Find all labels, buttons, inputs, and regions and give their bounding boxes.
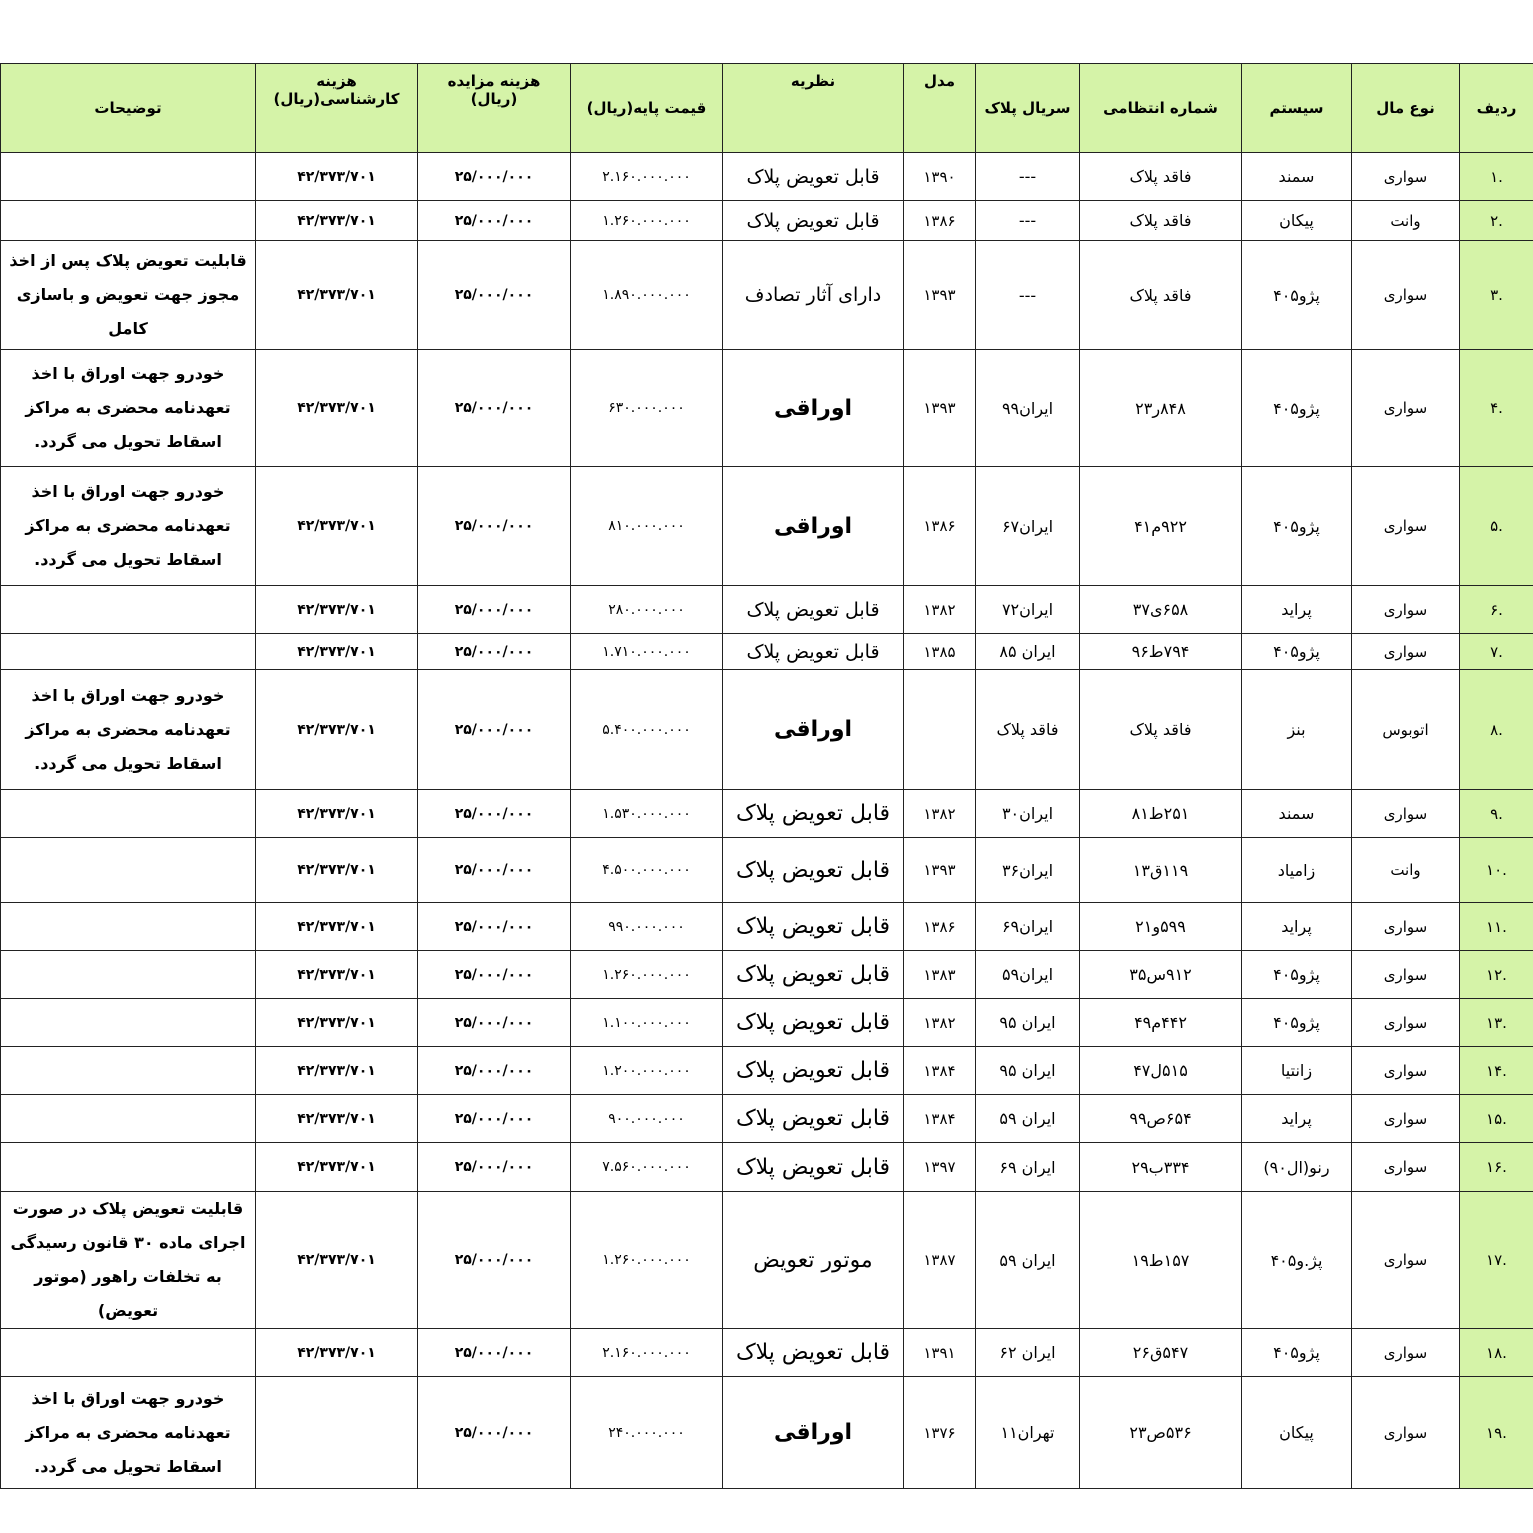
row-number-cell: .۳ — [1460, 241, 1533, 350]
plate-number-cell: ۲۵۱ط۸۱ — [1080, 790, 1242, 838]
notes-cell — [1, 1047, 256, 1095]
base-price-cell: ۱.۵۳۰.۰۰۰.۰۰۰ — [571, 790, 723, 838]
auction-fee-cell: ۲۵/۰۰۰/۰۰۰ — [418, 241, 571, 350]
row-number-cell: .۹ — [1460, 790, 1533, 838]
model-year-cell: ۱۳۹۳ — [904, 838, 976, 903]
notes-cell — [1, 1329, 256, 1377]
plate-serial-cell: ایران ۶۹ — [976, 1143, 1080, 1192]
item-type-cell: اتوبوس — [1352, 670, 1460, 790]
plate-serial-cell: فاقد پلاک — [976, 670, 1080, 790]
item-type-cell: سواری — [1352, 586, 1460, 634]
table-row — [1, 153, 1533, 201]
expert-fee-cell: ۴۲/۳۷۳/۷۰۱ — [256, 241, 418, 350]
auction-fee-cell: ۲۵/۰۰۰/۰۰۰ — [418, 790, 571, 838]
model-year-cell: ۱۳۸۵ — [904, 634, 976, 670]
system-cell: سمند — [1242, 153, 1352, 201]
condition-cell: قابل تعویض پلاک — [723, 586, 904, 634]
condition-cell: قابل تعویض پلاک — [723, 838, 904, 903]
base-price-cell: ۵.۴۰۰.۰۰۰.۰۰۰ — [571, 670, 723, 790]
plate-serial-cell: ایران ۵۹ — [976, 1192, 1080, 1329]
plate-serial-cell: ایران۵۹ — [976, 951, 1080, 999]
notes-cell: خودرو جهت اوراق با اخذ تعهدنامه محضری به مراکز اسقاط تحویل می گردد. — [1, 467, 256, 586]
auction-fee-cell: ۲۵/۰۰۰/۰۰۰ — [418, 467, 571, 586]
item-type-cell: وانت — [1352, 201, 1460, 241]
vehicle-auction-table — [0, 63, 1533, 1489]
model-year-cell: ۱۳۹۳ — [904, 241, 976, 350]
table-row — [1, 790, 1533, 838]
base-price-cell: ۴.۵۰۰.۰۰۰.۰۰۰ — [571, 838, 723, 903]
system-cell: رنو(ال۹۰) — [1242, 1143, 1352, 1192]
plate-number-cell: فاقد پلاک — [1080, 201, 1242, 241]
expert-fee-cell: ۴۲/۳۷۳/۷۰۱ — [256, 999, 418, 1047]
plate-number-cell: ۱۱۹ق۱۳ — [1080, 838, 1242, 903]
plate-serial-cell: ایران ۹۵ — [976, 1047, 1080, 1095]
condition-cell: موتور تعویض — [723, 1192, 904, 1329]
auction-fee-cell: ۲۵/۰۰۰/۰۰۰ — [418, 201, 571, 241]
plate-serial-cell: ایران ۵۹ — [976, 1095, 1080, 1143]
plate-serial-cell: ایران۹۹ — [976, 350, 1080, 467]
auction-fee-cell: ۲۵/۰۰۰/۰۰۰ — [418, 350, 571, 467]
item-type-cell: وانت — [1352, 838, 1460, 903]
auction-fee-cell: ۲۵/۰۰۰/۰۰۰ — [418, 586, 571, 634]
row-number-cell: .۶ — [1460, 586, 1533, 634]
plate-number-cell: ۵۱۵ل۴۷ — [1080, 1047, 1242, 1095]
condition-cell: اوراقی — [723, 467, 904, 586]
header-auction-fee: هزینه مزایده (ریال) — [418, 64, 571, 153]
plate-number-cell: ۹۲۲م۴۱ — [1080, 467, 1242, 586]
item-type-cell: سواری — [1352, 1377, 1460, 1489]
table-body — [1, 153, 1533, 1489]
plate-serial-cell: ایران۶۷ — [976, 467, 1080, 586]
base-price-cell: ۷.۵۶۰.۰۰۰.۰۰۰ — [571, 1143, 723, 1192]
plate-serial-cell: ایران ۹۵ — [976, 999, 1080, 1047]
table-row — [1, 634, 1533, 670]
table-row — [1, 1377, 1533, 1489]
expert-fee-cell: ۴۲/۳۷۳/۷۰۱ — [256, 1329, 418, 1377]
system-cell: زانتیا — [1242, 1047, 1352, 1095]
table-row — [1, 1329, 1533, 1377]
model-year-cell: ۱۳۸۴ — [904, 1095, 976, 1143]
plate-serial-cell: ایران۷۲ — [976, 586, 1080, 634]
model-year-cell — [904, 670, 976, 790]
header-expert-fee: هزینه کارشناسی(ریال) — [256, 64, 418, 153]
row-number-cell: .۱ — [1460, 153, 1533, 201]
header-item-type: نوع مال — [1352, 64, 1460, 153]
row-number-cell: .۱۵ — [1460, 1095, 1533, 1143]
expert-fee-cell: ۴۲/۳۷۳/۷۰۱ — [256, 1192, 418, 1329]
condition-cell: قابل تعویض پلاک — [723, 1329, 904, 1377]
base-price-cell: ۱.۲۶۰.۰۰۰.۰۰۰ — [571, 951, 723, 999]
condition-cell: قابل تعویض پلاک — [723, 999, 904, 1047]
plate-serial-cell: ایران۳۶ — [976, 838, 1080, 903]
item-type-cell: سواری — [1352, 1095, 1460, 1143]
row-number-cell: .۱۰ — [1460, 838, 1533, 903]
plate-number-cell: فاقد پلاک — [1080, 153, 1242, 201]
system-cell: پژ.و۴۰۵ — [1242, 1192, 1352, 1329]
auction-fee-cell: ۲۵/۰۰۰/۰۰۰ — [418, 634, 571, 670]
table-row — [1, 670, 1533, 790]
expert-fee-cell: ۴۲/۳۷۳/۷۰۱ — [256, 1095, 418, 1143]
plate-number-cell: ۶۵۸ی۳۷ — [1080, 586, 1242, 634]
item-type-cell: سواری — [1352, 790, 1460, 838]
model-year-cell: ۱۳۸۲ — [904, 999, 976, 1047]
auction-fee-cell: ۲۵/۰۰۰/۰۰۰ — [418, 670, 571, 790]
model-year-cell: ۱۳۹۱ — [904, 1329, 976, 1377]
base-price-cell: ۲۴۰.۰۰۰.۰۰۰ — [571, 1377, 723, 1489]
table-row — [1, 1047, 1533, 1095]
model-year-cell: ۱۳۸۴ — [904, 1047, 976, 1095]
table-row — [1, 1192, 1533, 1329]
table-row — [1, 467, 1533, 586]
item-type-cell: سواری — [1352, 999, 1460, 1047]
notes-cell — [1, 903, 256, 951]
system-cell: سمند — [1242, 790, 1352, 838]
header-condition: نظریه — [723, 64, 904, 153]
model-year-cell: ۱۳۸۲ — [904, 586, 976, 634]
base-price-cell: ۱.۷۱۰.۰۰۰.۰۰۰ — [571, 634, 723, 670]
base-price-cell: ۲.۱۶۰.۰۰۰.۰۰۰ — [571, 1329, 723, 1377]
notes-cell: خودرو جهت اوراق با اخذ تعهدنامه محضری به مراکز اسقاط تحویل می گردد. — [1, 670, 256, 790]
expert-fee-cell: ۴۲/۳۷۳/۷۰۱ — [256, 467, 418, 586]
plate-serial-cell: ایران ۸۵ — [976, 634, 1080, 670]
item-type-cell: سواری — [1352, 1143, 1460, 1192]
plate-number-cell: ۵۹۹و۲۱ — [1080, 903, 1242, 951]
system-cell: پژو۴۰۵ — [1242, 1329, 1352, 1377]
system-cell: بنز — [1242, 670, 1352, 790]
plate-serial-cell: ایران۶۹ — [976, 903, 1080, 951]
auction-fee-cell: ۲۵/۰۰۰/۰۰۰ — [418, 999, 571, 1047]
base-price-cell: ۸۱۰.۰۰۰.۰۰۰ — [571, 467, 723, 586]
expert-fee-cell — [256, 1377, 418, 1489]
condition-cell: قابل تعویض پلاک — [723, 153, 904, 201]
row-number-cell: .۱۲ — [1460, 951, 1533, 999]
plate-number-cell: فاقد پلاک — [1080, 241, 1242, 350]
notes-cell — [1, 1095, 256, 1143]
auction-fee-cell: ۲۵/۰۰۰/۰۰۰ — [418, 1192, 571, 1329]
base-price-cell: ۹۰۰.۰۰۰.۰۰۰ — [571, 1095, 723, 1143]
expert-fee-cell: ۴۲/۳۷۳/۷۰۱ — [256, 951, 418, 999]
model-year-cell: ۱۳۸۲ — [904, 790, 976, 838]
plate-serial-cell: تهران۱۱ — [976, 1377, 1080, 1489]
item-type-cell: سواری — [1352, 467, 1460, 586]
model-year-cell: ۱۳۷۶ — [904, 1377, 976, 1489]
expert-fee-cell: ۴۲/۳۷۳/۷۰۱ — [256, 838, 418, 903]
row-number-cell: .۱۱ — [1460, 903, 1533, 951]
header-system: سیستم — [1242, 64, 1352, 153]
auction-fee-cell: ۲۵/۰۰۰/۰۰۰ — [418, 1095, 571, 1143]
plate-number-cell: فاقد پلاک — [1080, 670, 1242, 790]
model-year-cell: ۱۳۸۷ — [904, 1192, 976, 1329]
item-type-cell: سواری — [1352, 1192, 1460, 1329]
expert-fee-cell: ۴۲/۳۷۳/۷۰۱ — [256, 903, 418, 951]
notes-cell — [1, 634, 256, 670]
expert-fee-cell: ۴۲/۳۷۳/۷۰۱ — [256, 586, 418, 634]
system-cell: پژو۴۰۵ — [1242, 467, 1352, 586]
model-year-cell: ۱۳۸۶ — [904, 467, 976, 586]
row-number-cell: .۲ — [1460, 201, 1533, 241]
header-row — [1, 64, 1533, 153]
condition-cell: قابل تعویض پلاک — [723, 790, 904, 838]
expert-fee-cell: ۴۲/۳۷۳/۷۰۱ — [256, 790, 418, 838]
notes-cell — [1, 201, 256, 241]
base-price-cell: ۶۳۰.۰۰۰.۰۰۰ — [571, 350, 723, 467]
notes-cell: قابلیت تعویض پلاک پس از اخذ مجوز جهت تعویض و باسازی کامل — [1, 241, 256, 350]
notes-cell — [1, 951, 256, 999]
plate-number-cell: ۹۱۲س۳۵ — [1080, 951, 1242, 999]
system-cell: پیکان — [1242, 1377, 1352, 1489]
base-price-cell: ۲.۱۶۰.۰۰۰.۰۰۰ — [571, 153, 723, 201]
notes-cell: قابلیت تعویض پلاک در صورت اجرای ماده ۳۰ قانون رسیدگی به تخلفات راهور (موتور تعویض) — [1, 1192, 256, 1329]
notes-cell — [1, 1143, 256, 1192]
row-number-cell: .۱۳ — [1460, 999, 1533, 1047]
system-cell: پژو۴۰۵ — [1242, 999, 1352, 1047]
plate-number-cell: ۴۴۲م۴۹ — [1080, 999, 1242, 1047]
system-cell: پژو۴۰۵ — [1242, 634, 1352, 670]
system-cell: پژو۴۰۵ — [1242, 241, 1352, 350]
expert-fee-cell: ۴۲/۳۷۳/۷۰۱ — [256, 634, 418, 670]
base-price-cell: ۱.۲۰۰.۰۰۰.۰۰۰ — [571, 1047, 723, 1095]
plate-serial-cell: ایران ۶۲ — [976, 1329, 1080, 1377]
header-base-price: قیمت پایه(ریال) — [571, 64, 723, 153]
row-number-cell: .۵ — [1460, 467, 1533, 586]
system-cell: پراید — [1242, 1095, 1352, 1143]
auction-fee-cell: ۲۵/۰۰۰/۰۰۰ — [418, 1377, 571, 1489]
condition-cell: قابل تعویض پلاک — [723, 1095, 904, 1143]
table-row — [1, 350, 1533, 467]
base-price-cell: ۱.۸۹۰.۰۰۰.۰۰۰ — [571, 241, 723, 350]
notes-cell — [1, 999, 256, 1047]
row-number-cell: .۱۶ — [1460, 1143, 1533, 1192]
auction-fee-cell: ۲۵/۰۰۰/۰۰۰ — [418, 153, 571, 201]
plate-number-cell: ۶۵۴ص۹۹ — [1080, 1095, 1242, 1143]
plate-number-cell: ۸۴۸ر۲۳ — [1080, 350, 1242, 467]
header-plate-number: شماره انتظامی — [1080, 64, 1242, 153]
auction-fee-cell: ۲۵/۰۰۰/۰۰۰ — [418, 1143, 571, 1192]
condition-cell: قابل تعویض پلاک — [723, 201, 904, 241]
row-number-cell: .۱۸ — [1460, 1329, 1533, 1377]
table-row — [1, 1143, 1533, 1192]
expert-fee-cell: ۴۲/۳۷۳/۷۰۱ — [256, 350, 418, 467]
model-year-cell: ۱۳۹۳ — [904, 350, 976, 467]
row-number-cell: .۴ — [1460, 350, 1533, 467]
condition-cell: اوراقی — [723, 350, 904, 467]
row-number-cell: .۷ — [1460, 634, 1533, 670]
table-row — [1, 586, 1533, 634]
base-price-cell: ۲۸۰.۰۰۰.۰۰۰ — [571, 586, 723, 634]
expert-fee-cell: ۴۲/۳۷۳/۷۰۱ — [256, 153, 418, 201]
table-row — [1, 201, 1533, 241]
item-type-cell: سواری — [1352, 634, 1460, 670]
plate-serial-cell: --- — [976, 153, 1080, 201]
base-price-cell: ۱.۲۶۰.۰۰۰.۰۰۰ — [571, 1192, 723, 1329]
model-year-cell: ۱۳۸۳ — [904, 951, 976, 999]
header-row-number: ردیف — [1460, 64, 1533, 153]
condition-cell: قابل تعویض پلاک — [723, 903, 904, 951]
condition-cell: قابل تعویض پلاک — [723, 1143, 904, 1192]
table-row — [1, 241, 1533, 350]
expert-fee-cell: ۴۲/۳۷۳/۷۰۱ — [256, 201, 418, 241]
system-cell: پیکان — [1242, 201, 1352, 241]
plate-number-cell: ۱۵۷ط۱۹ — [1080, 1192, 1242, 1329]
system-cell: پراید — [1242, 903, 1352, 951]
notes-cell — [1, 586, 256, 634]
table-row — [1, 903, 1533, 951]
item-type-cell: سواری — [1352, 153, 1460, 201]
item-type-cell: سواری — [1352, 350, 1460, 467]
expert-fee-cell: ۴۲/۳۷۳/۷۰۱ — [256, 670, 418, 790]
notes-cell: خودرو جهت اوراق با اخذ تعهدنامه محضری به مراکز اسقاط تحویل می گردد. — [1, 350, 256, 467]
condition-cell: اوراقی — [723, 670, 904, 790]
row-number-cell: .۱۷ — [1460, 1192, 1533, 1329]
model-year-cell: ۱۳۸۶ — [904, 903, 976, 951]
plate-serial-cell: ایران۳۰ — [976, 790, 1080, 838]
item-type-cell: سواری — [1352, 951, 1460, 999]
system-cell: پژو۴۰۵ — [1242, 951, 1352, 999]
condition-cell: قابل تعویض پلاک — [723, 634, 904, 670]
row-number-cell: .۸ — [1460, 670, 1533, 790]
auction-fee-cell: ۲۵/۰۰۰/۰۰۰ — [418, 838, 571, 903]
system-cell: پژو۴۰۵ — [1242, 350, 1352, 467]
auction-fee-cell: ۲۵/۰۰۰/۰۰۰ — [418, 1047, 571, 1095]
notes-cell — [1, 838, 256, 903]
condition-cell: قابل تعویض پلاک — [723, 1047, 904, 1095]
row-number-cell: .۱۹ — [1460, 1377, 1533, 1489]
plate-serial-cell: --- — [976, 201, 1080, 241]
table-row — [1, 1095, 1533, 1143]
model-year-cell: ۱۳۹۰ — [904, 153, 976, 201]
notes-cell — [1, 153, 256, 201]
condition-cell: دارای آثار تصادف — [723, 241, 904, 350]
auction-fee-cell: ۲۵/۰۰۰/۰۰۰ — [418, 903, 571, 951]
condition-cell: قابل تعویض پلاک — [723, 951, 904, 999]
model-year-cell: ۱۳۹۷ — [904, 1143, 976, 1192]
item-type-cell: سواری — [1352, 241, 1460, 350]
base-price-cell: ۱.۱۰۰.۰۰۰.۰۰۰ — [571, 999, 723, 1047]
system-cell: زامیاد — [1242, 838, 1352, 903]
auction-fee-cell: ۲۵/۰۰۰/۰۰۰ — [418, 1329, 571, 1377]
plate-number-cell: ۵۴۷ق۲۶ — [1080, 1329, 1242, 1377]
notes-cell — [1, 790, 256, 838]
table-row — [1, 838, 1533, 903]
item-type-cell: سواری — [1352, 1047, 1460, 1095]
base-price-cell: ۹۹۰.۰۰۰.۰۰۰ — [571, 903, 723, 951]
header-plate-serial: سریال پلاک — [976, 64, 1080, 153]
item-type-cell: سواری — [1352, 903, 1460, 951]
expert-fee-cell: ۴۲/۳۷۳/۷۰۱ — [256, 1047, 418, 1095]
plate-number-cell: ۵۳۶ص۲۳ — [1080, 1377, 1242, 1489]
auction-fee-cell: ۲۵/۰۰۰/۰۰۰ — [418, 951, 571, 999]
header-model-year: مدل — [904, 64, 976, 153]
row-number-cell: .۱۴ — [1460, 1047, 1533, 1095]
notes-cell: خودرو جهت اوراق با اخذ تعهدنامه محضری به مراکز اسقاط تحویل می گردد. — [1, 1377, 256, 1489]
system-cell: پراید — [1242, 586, 1352, 634]
expert-fee-cell: ۴۲/۳۷۳/۷۰۱ — [256, 1143, 418, 1192]
plate-number-cell: ۳۳۴ب۲۹ — [1080, 1143, 1242, 1192]
table-row — [1, 951, 1533, 999]
model-year-cell: ۱۳۸۶ — [904, 201, 976, 241]
item-type-cell: سواری — [1352, 1329, 1460, 1377]
header-notes: توضیحات — [1, 64, 256, 153]
table-row — [1, 999, 1533, 1047]
plate-serial-cell: --- — [976, 241, 1080, 350]
base-price-cell: ۱.۲۶۰.۰۰۰.۰۰۰ — [571, 201, 723, 241]
condition-cell: اوراقی — [723, 1377, 904, 1489]
plate-number-cell: ۷۹۴ط۹۶ — [1080, 634, 1242, 670]
